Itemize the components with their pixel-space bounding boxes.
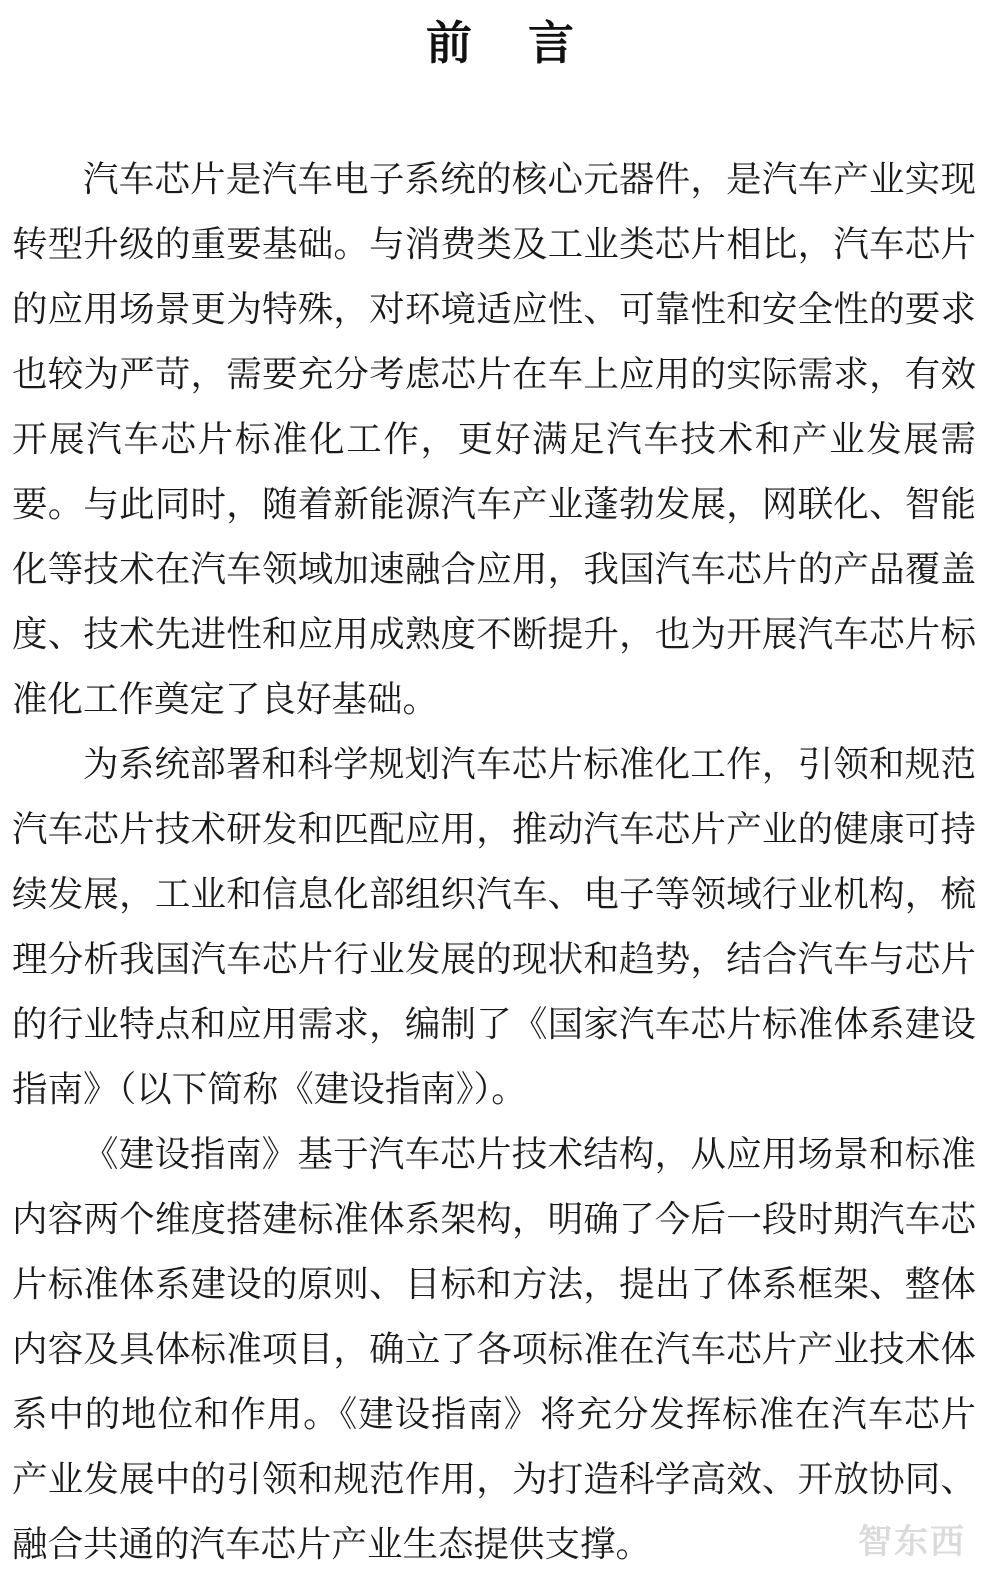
- watermark-logo: 智东西: [858, 1522, 966, 1562]
- document-body: [12, 147, 976, 1577]
- paragraph-2: 为系统部署和科学规划汽车芯片标准化工作，引领和规范汽车芯片技术研发和匹配应用，推动汽车芯片产业的健康可持续发展，工业和信息化部组织汽车、电子等领域行业机构，梳理分析我国汽车芯片行业发展的现状和趋势，结合汽车与芯片的行业特点和应用需求，编制了《国家汽车芯片标准体系建设指南》（以下简称《建设指南》）。: [12, 744, 976, 1110]
- paragraph-1: 汽车芯片是汽车电子系统的核心元器件，是汽车产业实现转型升级的重要基础。与消费类及工业类芯片相比，汽车芯片的应用场景更为特殊，对环境适应性、可靠性和安全性的要求也较为严苛，需要充分考虑芯片在车上应用的实际需求，有效开展汽车芯片标准化工作，更好满足汽车技术和产业发展需要。与此同时，随着新能源汽车产业蓬勃发展，网联化、智能化等技术在汽车领域加速融合应用，我国汽车芯片的产品覆盖度、技术先进性和应用成熟度不断提升，也为开展汽车芯片标准化工作奠定了良好基础。: [12, 159, 976, 720]
- paragraph-3: 《建设指南》基于汽车芯片技术结构，从应用场景和标准内容两个维度搭建标准体系架构，明确了今后一段时期汽车芯片标准体系建设的原则、目标和方法，提出了体系框架、整体内容及具体标准项目，确立了各项标准在汽车芯片产业技术体系中的地位和作用。《建设指南》将充分发挥标准在汽车芯片产业发展中的引领和规范作用，为打造科学高效、开放协同、融合共通的汽车芯片产业生态提供支撑。: [12, 1134, 976, 1565]
- page-title: 前 言: [425, 16, 594, 70]
